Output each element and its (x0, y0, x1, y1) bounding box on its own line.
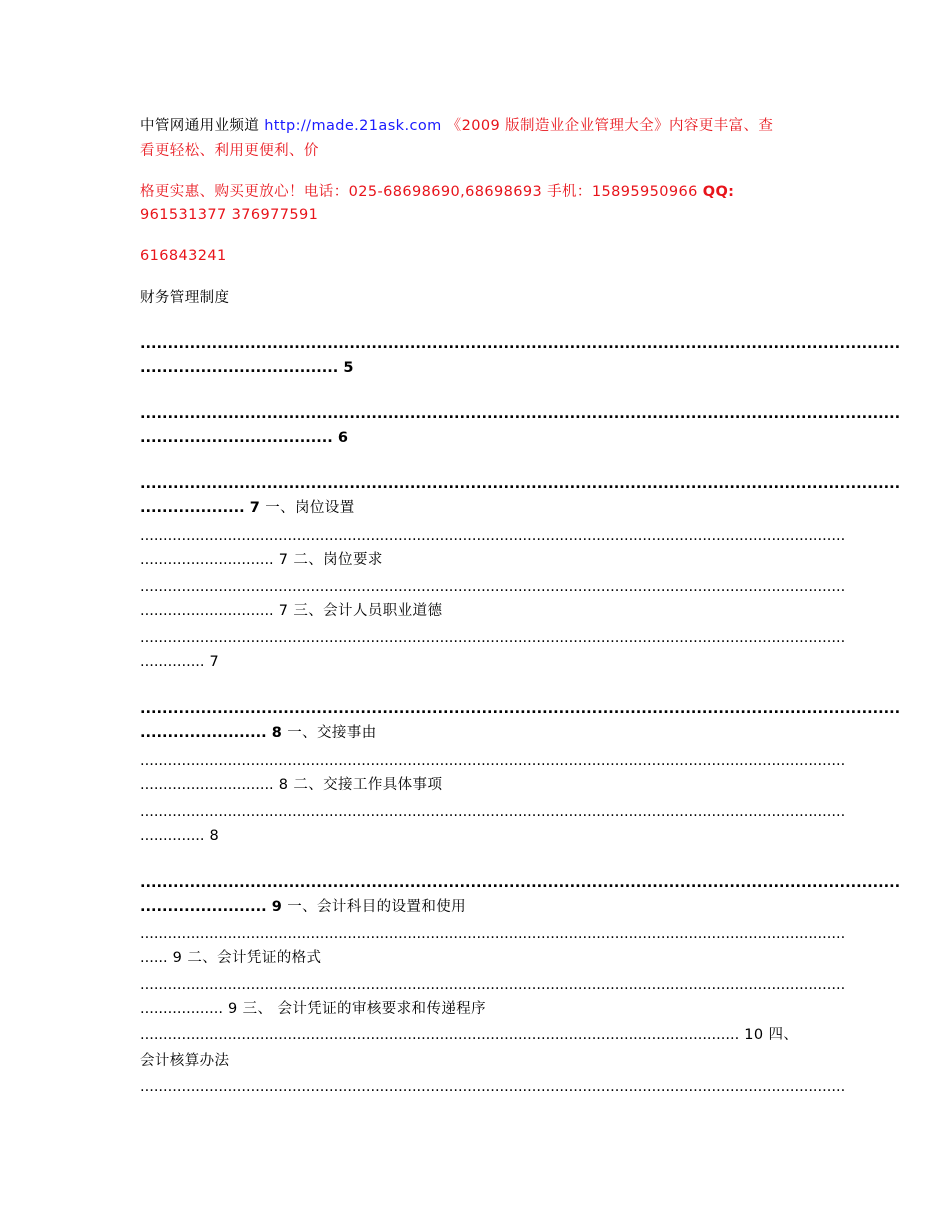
toc-entry-2[interactable] (140, 427, 810, 449)
toc-dots: ......................................................................................................................................................... (140, 630, 846, 646)
toc-dots: ................... (140, 500, 245, 516)
toc-dots: ......................................................................................................................................................... (140, 528, 846, 544)
toc-entry-title: 二、岗位要求 (293, 552, 383, 568)
toc-dots: ....................... (140, 725, 267, 741)
toc-entry-6[interactable] (140, 651, 810, 673)
toc-entry-4[interactable] (140, 549, 810, 571)
toc-dots: .......................................................................................................................................... (140, 336, 901, 352)
header-promo-text: 《2009 版制造业企业管理大全》内容更丰富、查 (441, 118, 774, 134)
toc-dots: .............. (140, 828, 205, 844)
toc-page-number: 10 (744, 1027, 764, 1043)
toc-dots: ...... (140, 950, 168, 966)
header-line-3 (140, 181, 810, 203)
toc-entry-12[interactable] (140, 998, 810, 1020)
toc-entry-title: 二、会计凭证的格式 (187, 950, 322, 966)
toc-dots: ......................................................................................................................................................... (140, 1079, 846, 1095)
header-line-4: 961531377 376977591 (140, 207, 319, 223)
toc-entry-1[interactable] (140, 357, 810, 379)
toc-entry-title: 二、交接工作具体事项 (293, 777, 443, 793)
toc-entry-title: 一、会计科目的设置和使用 (287, 899, 467, 915)
toc-dots: .................................................................................................................................. (140, 1027, 740, 1043)
toc-page-number: 7 (278, 552, 289, 568)
toc-entry-9[interactable] (140, 825, 810, 847)
toc-page-number: 8 (271, 725, 283, 741)
header-line-5: 616843241 (140, 248, 227, 264)
toc-page-number: 8 (278, 777, 289, 793)
toc-entry-3[interactable] (140, 497, 810, 519)
toc-page-number: 9 (271, 899, 283, 915)
header-url-link[interactable]: http://made.21ask.com (264, 118, 442, 134)
toc-dots: ......................................................................................................................................................... (140, 977, 846, 993)
toc-dots: ............................. (140, 777, 274, 793)
header-contact-text: 格更实惠、购买更放心！电话：025-68698690,68698693 手机：15895950966 (140, 184, 703, 200)
toc-dots: ......................................................................................................................................................... (140, 753, 846, 769)
toc-dots: .......................................................................................................................................... (140, 875, 901, 891)
toc-entry-13-continued: 会计核算办法 (140, 1053, 230, 1069)
doc-title: 财务管理制度 (140, 290, 230, 306)
toc-entry-13[interactable] (140, 1024, 810, 1046)
toc-page-number: 7 (278, 603, 289, 619)
toc-page-number: 7 (209, 654, 220, 670)
toc-entry-10[interactable] (140, 896, 810, 918)
toc-page-number: 7 (249, 500, 261, 516)
toc-page-number: 9 (227, 1001, 238, 1017)
toc-entry-title: 一、交接事由 (287, 725, 377, 741)
toc-entry-11[interactable] (140, 947, 810, 969)
toc-entry-title: 三、 会计凭证的审核要求和传递程序 (242, 1001, 487, 1017)
toc-entry-7[interactable] (140, 722, 810, 744)
toc-page-number: 5 (343, 360, 354, 376)
header-line-2: 看更轻松、利用更便利、价 (140, 143, 319, 159)
toc-dots: .............. (140, 654, 205, 670)
toc-dots: ......................................................................................................................................................... (140, 579, 846, 595)
toc-dots: ................................... (140, 430, 333, 446)
toc-dots: ....................... (140, 899, 267, 915)
toc-dots: .................. (140, 1001, 223, 1017)
toc-dots: .................................... (140, 360, 339, 376)
toc-entry-title: 三、会计人员职业道德 (293, 603, 443, 619)
toc-page-number: 9 (172, 950, 183, 966)
toc-dots: .......................................................................................................................................... (140, 476, 901, 492)
toc-dots: ............................. (140, 603, 274, 619)
toc-page-number: 6 (337, 430, 349, 446)
toc-dots: ............................. (140, 552, 274, 568)
toc-dots: .......................................................................................................................................... (140, 406, 901, 422)
toc-entry-title: 一、岗位设置 (265, 500, 355, 516)
toc-dots: ......................................................................................................................................................... (140, 926, 846, 942)
toc-dots: ......................................................................................................................................................... (140, 804, 846, 820)
toc-entry-5[interactable] (140, 600, 810, 622)
toc-dots: .......................................................................................................................................... (140, 701, 901, 717)
toc-entry-8[interactable] (140, 774, 810, 796)
header-channel-text: 中管网通用业频道 (140, 118, 265, 134)
header-qq-label: QQ: (702, 184, 735, 200)
toc-page-number: 8 (209, 828, 220, 844)
header-line-1 (140, 115, 810, 137)
toc-entry-title: 四、 (768, 1027, 799, 1043)
